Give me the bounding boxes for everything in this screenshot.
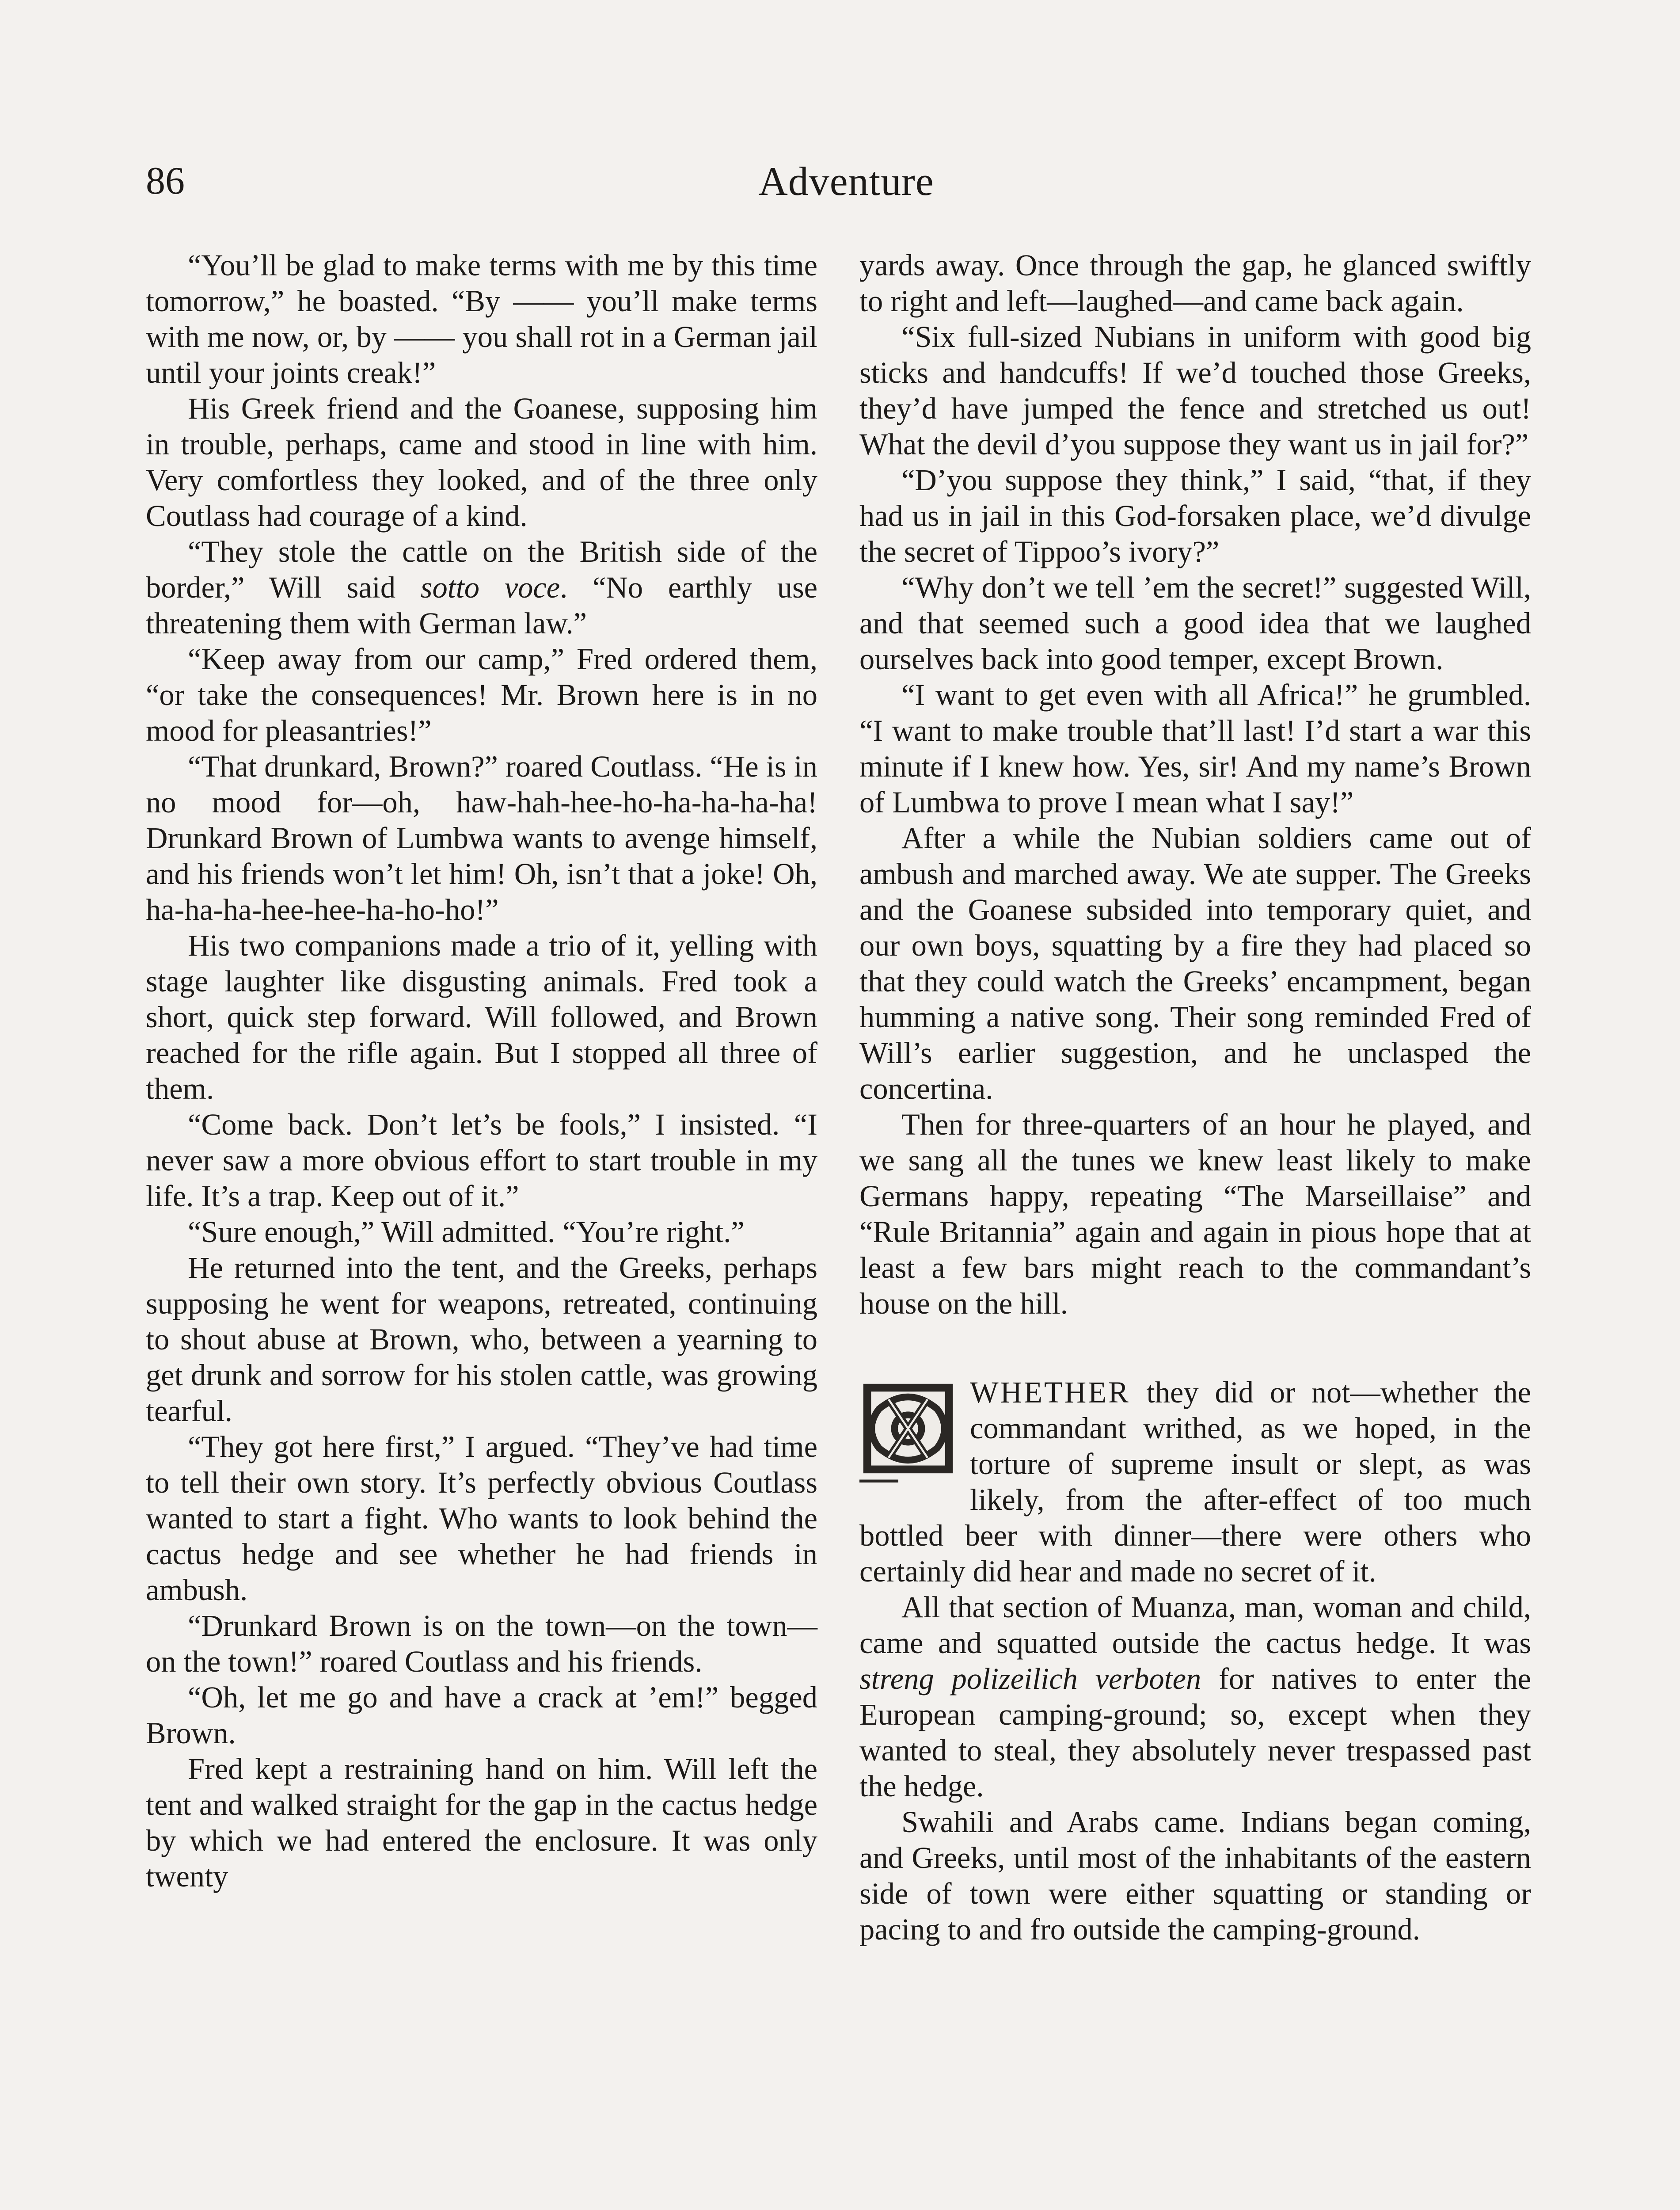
right-column: [859, 248, 1531, 1947]
paragraph: [859, 1589, 1531, 1804]
italic-phrase: sotto voce: [420, 571, 560, 604]
paragraph: “D’you suppose they think,” I said, “that, if they had us in jail in this God-forsaken place, we’d divulge the secret of Tippoo’s ivory?”: [859, 463, 1531, 568]
paragraph: “I want to get even with all Africa!” he grumbled. “I want to make trouble that’ll last! I’d start a war this minute if I knew how. Yes, sir! And my name’s Brown of Lumbwa to prove I mean what I say!”: [859, 678, 1531, 819]
paragraph-text: they did or not—whether the commandant writhed, as we hoped, in the torture of supreme insult or slept, as was likely, from the after-effect of too much bottled beer with dinner—there were others who certainly did hear and made no secret of it.: [859, 1376, 1531, 1588]
celtic-knot-ornament-icon: [859, 1378, 957, 1489]
section-opening: [859, 1375, 1531, 1947]
paragraph: After a while the Nubian soldiers came out of ambush and marched away. We ate supper. The Greeks and the Goanese subsided into temporary quiet, and our own boys, squatting by a fire they had placed so that they could watch the Greeks’ encampment, began humming a native song. Their song reminded Fred of Will’s earlier suggestion, and he unclasped the concertina.: [859, 821, 1531, 1105]
paragraph-text: for natives to enter the European camping-ground; so, except when they wanted to steal, they absolutely never trespassed past the hedge.: [859, 1662, 1531, 1803]
paragraph: “Drunkard Brown is on the town—on the town—on the town!” roared Coutlass and his friends.: [146, 1609, 817, 1678]
paragraph: Then for three-quarters of an hour he played, and we sang all the tunes we knew least likely to make Germans happy, repeating “The Marseillaise” and “Rule Britannia” again and again in pious hope that at least a few bars might reach to the commandant’s house on the hill.: [859, 1108, 1531, 1320]
paragraph: yards away. Once through the gap, he glanced swiftly to right and left—laughed—and came back again.: [859, 248, 1531, 318]
page-number: 86: [146, 160, 185, 202]
paragraph: “That drunkard, Brown?” roared Coutlass. “He is in no mood for—oh, haw-hah-hee-ho-ha-ha-ha-ha! Drunkard Brown of Lumbwa wants to avenge himself, and his friends won’t let him! Oh, isn’t that a joke! Oh, ha-ha-ha-hee-hee-ha-ho-ho!”: [146, 750, 817, 926]
paragraph: “They stole the cattle on the British side of the border,” Will said sotto voce. “No earthly use threatening them with German law.”: [146, 535, 818, 640]
paragraph-text: All that section of Muanza, man, woman and child, came and squatted outside the cactus hedge. It was: [859, 1590, 1531, 1660]
paragraph: “They got here first,” I argued. “They’ve had time to tell their own story. It’s perfectly obvious Coutlass wanted to start a fight. Who wants to look behind the cactus hedge and see whether he had friends in ambush.: [146, 1430, 817, 1607]
running-title: Adventure: [758, 159, 934, 204]
paragraph: “Keep away from our camp,” Fred ordered them, “or take the consequences! Mr. Brown here is in no mood for pleasantries!”: [146, 642, 817, 747]
italic-phrase: streng polizeilich verboten: [859, 1662, 1201, 1696]
section-first-paragraph: [859, 1375, 1531, 1589]
paragraph: “Oh, let me go and have a crack at ’em!” begged Brown.: [146, 1680, 817, 1750]
paragraph: His two companions made a trio of it, yelling with stage laughter like disgusting animals. Fred took a short, quick step forward. Will followed, and Brown reached for the rifle again. But I stopped all three of them.: [146, 929, 817, 1105]
paragraph: Swahili and Arabs came. Indians began coming, and Greeks, until most of the inhabitants of the eastern side of town were either squatting or standing or pacing to and fro outside the camping-ground.: [859, 1805, 1531, 1946]
page-header: [146, 159, 1547, 217]
paragraph: “Sure enough,” Will admitted. “You’re right.”: [188, 1215, 745, 1249]
paragraph: “Why don’t we tell ’em the secret!” suggested Will, and that seemed such a good idea that we laughed ourselves back into good temper, except Brown.: [859, 571, 1531, 676]
opening-word: WHETHER: [970, 1376, 1130, 1409]
paragraph: Fred kept a restraining hand on him. Will left the tent and walked straight for the gap in the cactus hedge by which we had entered the enclosure. It was only twenty: [146, 1752, 817, 1893]
paragraph: “Six full-sized Nubians in uniform with good big sticks and handcuffs! If we’d touched those Greeks, they’d have jumped the fence and stretched us out! What the devil d’you suppose they want us in jail for?”: [859, 320, 1531, 461]
paragraph: He returned into the tent, and the Greeks, perhaps supposing he went for weapons, retreated, continuing to shout abuse at Brown, who, between a yearning to get drunk and sorrow for his stolen cattle, was growing tearful.: [146, 1251, 817, 1428]
paragraph: His Greek friend and the Goanese, supposing him in trouble, perhaps, came and stood in line with him. Very comfortless they looked, and of the three only Coutlass had courage of a kind.: [146, 392, 817, 533]
paragraph: “You’ll be glad to make terms with me by this time tomorrow,” he boasted. “By —— you’ll make terms with me now, or, by —— you shall rot in a German jail until your joints creak!”: [146, 248, 817, 389]
paragraph: “Come back. Don’t let’s be fools,” I insisted. “I never saw a more obvious effort to start trouble in my life. It’s a trap. Keep out of it.”: [146, 1108, 817, 1213]
left-column: [146, 248, 817, 1894]
